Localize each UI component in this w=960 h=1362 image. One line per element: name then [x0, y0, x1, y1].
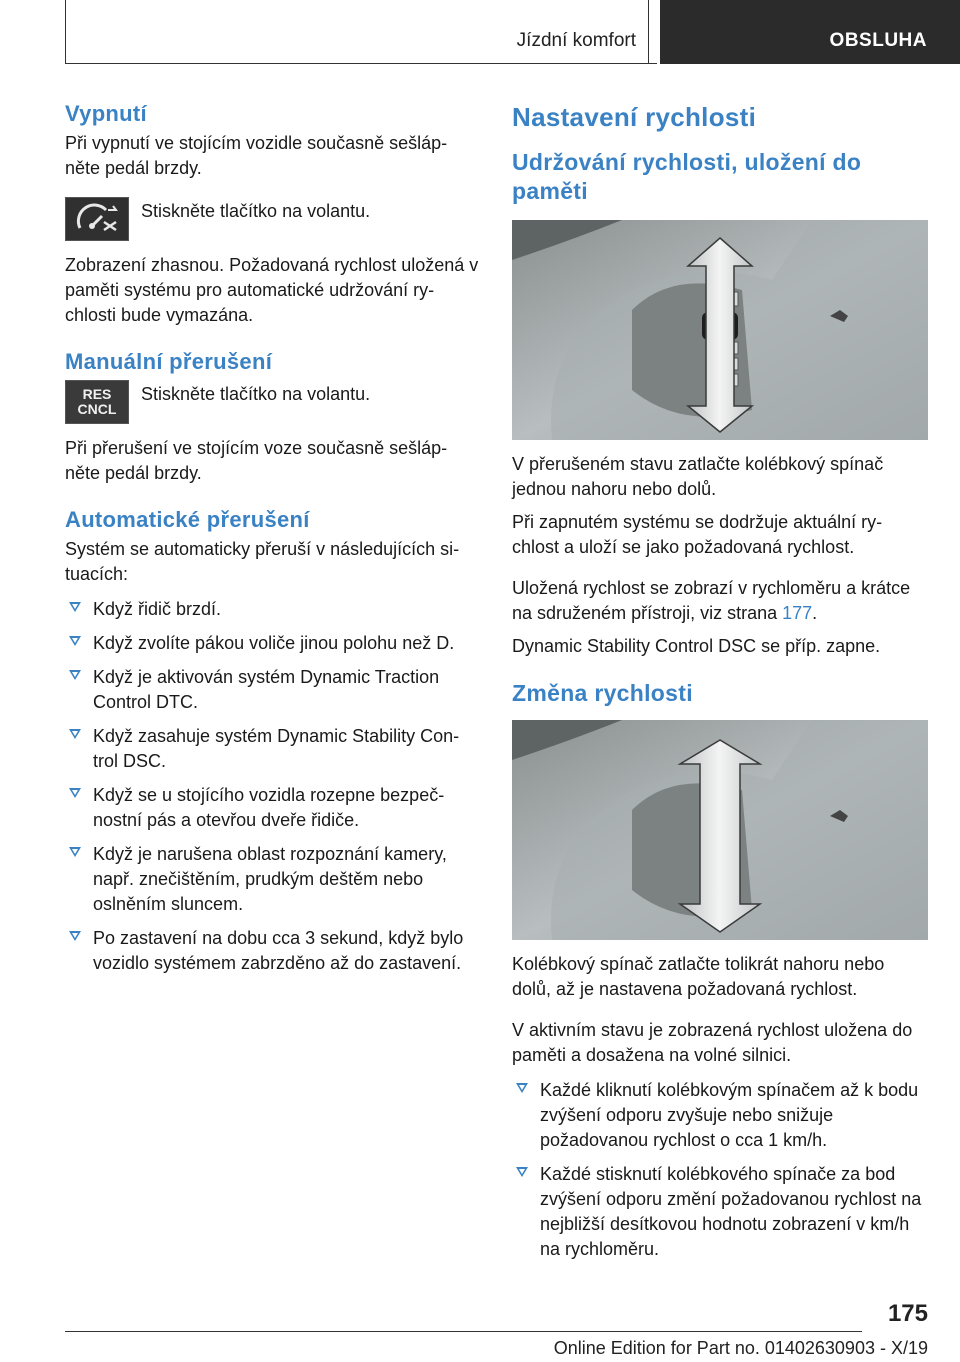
- left-column: [65, 100, 480, 985]
- vypnuti-icon-text: Stiskněte tlačítko na volantu.: [141, 201, 371, 221]
- footer-edition-text: Online Edition for Part no. 01402630903 - X/19: [553, 1338, 928, 1358]
- manual-icon-text: Stiskněte tlačítko na volantu.: [141, 384, 371, 404]
- steering-wheel-photo-2: [512, 720, 928, 940]
- heading-zmena: Změna rychlosti: [512, 680, 693, 706]
- bullet-triangle-icon: [69, 788, 81, 798]
- list-item: Když zasahuje systém Dynamic Stability Con‐ trol DSC.: [65, 724, 480, 774]
- heading-auto: Automatické přerušení: [65, 507, 310, 532]
- bullet-triangle-icon: [69, 847, 81, 857]
- zmena-list: [512, 1078, 928, 1262]
- header-chapter-label: OBSLUHA: [829, 30, 927, 51]
- header-rule-bottom: [65, 63, 657, 64]
- header-rule-left: [65, 0, 66, 64]
- page-reference-link[interactable]: 177: [782, 603, 813, 623]
- vypnuti-paragraph-2: Zobrazení zhasnou. Požadovaná rychlost uložená v paměti systému pro automatické udržování ry‐ chlosti bude vymazána.: [65, 255, 479, 325]
- heading-vypnuti: Vypnutí: [65, 101, 147, 126]
- auto-paragraph-1: Systém se automaticky přeruší v následujících si‐ tuacích:: [65, 539, 460, 584]
- res-cncl-button-icon: [65, 380, 129, 424]
- udrz-paragraph-2: Při zapnutém systému se dodržuje aktuální ry‐ chlost a uloží se jako požadovaná rychlost.: [512, 512, 883, 557]
- list-item: Každé stisknutí kolébkového spínače za bod zvýšení odporu změní požadovanou rychlost na nejbližší desítkovou hodnotu zobrazení v km/h na rychloměru.: [512, 1162, 928, 1262]
- list-item: Když se u stojícího vozidla rozepne bezpeč‐ nostní pás a otevřou dveře řidiče.: [65, 783, 480, 833]
- heading-manual: Manuální přerušení: [65, 349, 273, 374]
- footer-rule: [65, 1331, 862, 1332]
- manual-icon-row: [65, 380, 480, 424]
- cruise-control-off-icon: [65, 197, 129, 241]
- right-column: [512, 100, 928, 1271]
- vypnuti-icon-row: [65, 197, 480, 241]
- bullet-triangle-icon: [69, 670, 81, 680]
- cncl-label: CNCL: [77, 401, 117, 417]
- steering-wheel-photo-1: [512, 220, 928, 440]
- auto-list: [65, 597, 480, 976]
- bullet-triangle-icon: [69, 636, 81, 646]
- list-item: Když řidič brzdí.: [65, 597, 480, 622]
- heading-nastaveni: Nastavení rychlosti: [512, 102, 757, 132]
- zmena-paragraph-2: V aktivním stavu je zobrazená rychlost uložena do paměti a dosažena na volné silnici.: [512, 1020, 913, 1065]
- zmena-paragraph-1: Kolébkový spínač zatlačte tolikrát nahoru nebo dolů, až je nastavena požadovaná rychlost.: [512, 954, 885, 999]
- heading-udrzovani: Udržování rychlosti, uložení do paměti: [512, 149, 862, 204]
- bullet-triangle-icon: [69, 602, 81, 612]
- list-item: Každé kliknutí kolébkovým spínačem až k bodu zvýšení odporu zvyšuje nebo snižuje požadovanou rychlost o cca 1 km/h.: [512, 1078, 928, 1153]
- header-rule-divider: [648, 0, 649, 64]
- list-item: Po zastavení na dobu cca 3 sekund, když bylo vozidlo systémem zabrzděno až do zastavení.: [65, 926, 480, 976]
- header-chapter-tab: [660, 0, 960, 64]
- header-section-title: Jízdní komfort: [516, 30, 636, 51]
- manual-paragraph-1: Při přerušení ve stojícím voze současně sešláp‐ něte pedál brzdy.: [65, 438, 448, 483]
- bullet-triangle-icon: [516, 1083, 528, 1093]
- bullet-triangle-icon: [516, 1167, 528, 1177]
- bullet-triangle-icon: [69, 729, 81, 739]
- list-item: Když je narušena oblast rozpoznání kamery, např. znečištěním, prudkým deštěm nebo oslněním sluncem.: [65, 842, 480, 917]
- udrz-paragraph-4: Dynamic Stability Control DSC se příp. zapne.: [512, 636, 881, 656]
- vypnuti-paragraph-1: Při vypnutí ve stojícím vozidle současně sešláp‐ něte pedál brzdy.: [65, 133, 448, 178]
- page-number: 175: [887, 1300, 928, 1327]
- list-item: Když je aktivován systém Dynamic Traction Control DTC.: [65, 665, 480, 715]
- res-label: RES: [82, 386, 112, 402]
- list-item: Když zvolíte pákou voliče jinou polohu než D.: [65, 631, 480, 656]
- bullet-triangle-icon: [69, 931, 81, 941]
- udrz-paragraph-1: V přerušeném stavu zatlačte kolébkový spínač jednou nahoru nebo dolů.: [512, 454, 884, 499]
- udrz-paragraph-3: Uložená rychlost se zobrazí v rychloměru a krátce na sdruženém přístroji, viz strana 177.: [512, 578, 911, 623]
